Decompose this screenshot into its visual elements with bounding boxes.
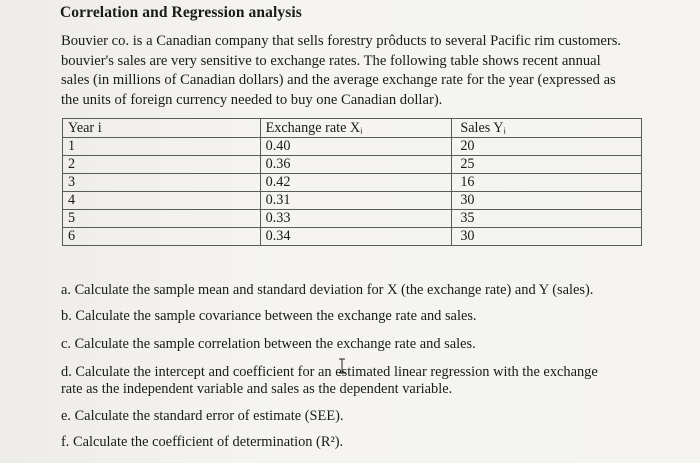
question-d <box>61 364 598 398</box>
cell-year: 4 <box>63 192 261 210</box>
problem-intro <box>61 32 661 110</box>
intro-line: sales (in millions of Canadian dollars) and the average exchange rate for the year (expressed as <box>61 72 616 88</box>
cell-sales: 16 <box>452 174 642 192</box>
cell-exchange-rate: 0.31 <box>260 192 452 210</box>
question-e: e. Calculate the standard error of estimate (SEE). <box>61 408 344 424</box>
question-a: a. Calculate the sample mean and standard deviation for X (the exchange rate) and Y (sales). <box>61 282 594 298</box>
cell-sales: 35 <box>452 210 642 228</box>
cell-sales: 25 <box>452 156 642 174</box>
cell-exchange-rate: 0.40 <box>260 138 452 156</box>
cell-sales: 30 <box>452 228 642 246</box>
question-d-line: rate as the independent variable and sales as the dependent variable. <box>61 381 453 397</box>
cell-exchange-rate: 0.33 <box>260 210 452 228</box>
table-row <box>63 210 642 228</box>
question-c: c. Calculate the sample correlation between the exchange rate and sales. <box>61 336 476 352</box>
column-header-exchange-rate: Exchange rate Xᵢ <box>260 119 452 138</box>
column-header-year: Year i <box>63 119 261 138</box>
cell-exchange-rate: 0.34 <box>260 228 452 246</box>
cell-sales: 20 <box>452 138 642 156</box>
question-f: f. Calculate the coefficient of determination (R²). <box>61 434 344 450</box>
cell-exchange-rate: 0.36 <box>260 156 452 174</box>
intro-line: the units of foreign currency needed to buy one Canadian dollar). <box>61 91 443 108</box>
question-d-line: d. Calculate the intercept and coefficient for an estimated linear regression with the exchange <box>61 364 598 380</box>
intro-line: bouvier's sales are very sensitive to exchange rates. The following table shows recent annual <box>61 52 601 69</box>
table-row <box>63 156 642 174</box>
table-row <box>63 174 642 192</box>
table-row <box>63 138 642 156</box>
cell-year: 6 <box>63 228 261 246</box>
page-title: Correlation and Regression analysis <box>60 4 302 21</box>
cell-exchange-rate: 0.42 <box>260 174 452 192</box>
intro-line: Bouvier co. is a Canadian company that sells forestry prôducts to several Pacific rim customers. <box>61 33 622 49</box>
column-header-sales: Sales Yᵢ <box>452 119 642 138</box>
cell-sales: 30 <box>452 192 642 210</box>
table-row <box>63 192 642 210</box>
question-b: b. Calculate the sample covariance between the exchange rate and sales. <box>61 308 477 324</box>
cell-year: 5 <box>63 210 261 228</box>
cell-year: 2 <box>63 156 261 174</box>
data-table <box>62 118 642 246</box>
cell-year: 3 <box>63 174 261 192</box>
cell-year: 1 <box>63 138 261 156</box>
text-cursor-icon <box>338 358 346 374</box>
table-header-row <box>63 119 642 138</box>
table-row <box>63 228 642 246</box>
